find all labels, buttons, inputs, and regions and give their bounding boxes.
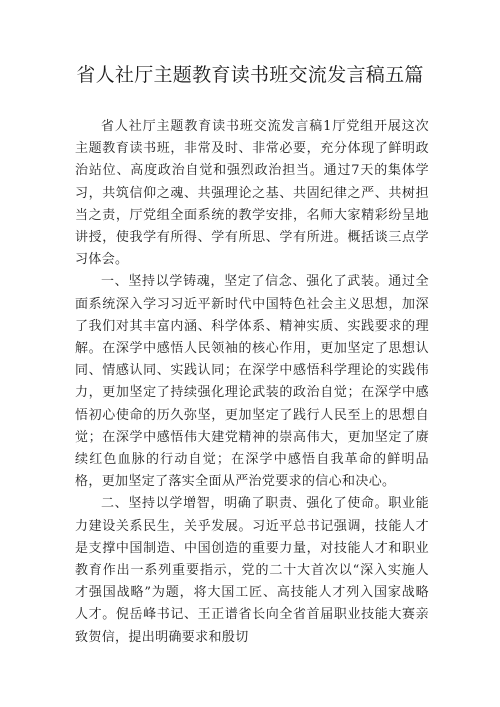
document-body bbox=[75, 116, 429, 649]
paragraph-section-1: 一、坚持以学铸魂，坚定了信念、强化了武装。通过全面系统深入学习习近平新时代中国特色社会主义思想，加深了我们对其丰富内涵、科学体系、精神实质、实践要求的理解。在深学中感悟人民领袖的核心作用，更加坚定了思想认同、情感认同、实践认同；在深学中感悟科学理论的实践伟力，更加坚定了持续强化理论武装的政治自觉；在深学中感悟初心使命的历久弥坚，更加坚定了践行人民至上的思想自觉；在深学中感悟伟大建党精神的崇高伟大，更加坚定了赓续红色血脉的行动自觉；在深学中感悟自我革命的鲜明品格，更加坚定了落实全面从严治党要求的信心和决心。 bbox=[75, 274, 429, 490]
paragraph-intro: 省人社厅主题教育读书班交流发言稿1厅党组开展这次主题教育读书班，非常及时、非常必要，充分体现了鲜明政治站位、高度政治自觉和强烈政治担当。通过7天的集体学习，共筑信仰之魂、共强理论之基、共固纪律之严、共树担当之责，厅党组全面系统的教学安排，名师大家精彩纷呈地讲授，使我学有所得、学有所思、学有所进。概括谈三点学习体会。 bbox=[75, 119, 429, 268]
document-title: 省人社厅主题教育读书班交流发言稿五篇 bbox=[76, 64, 424, 86]
paragraph-section-2: 二、坚持以学增智，明确了职责、强化了使命。职业能力建设关系民生，关乎发展。习近平总书记强调，技能人才是支撑中国制造、中国创造的重要力量，对技能人才和职业教育作出一系列重要指示，党的二十大首次以“深入实施人才强国战略”为题，将大国工匠、高技能人才列入国家战略人才。倪岳峰书记、王正谱省长向全省首届职业技能大赛亲致贺信，提出明确要求和殷切 bbox=[75, 496, 429, 645]
